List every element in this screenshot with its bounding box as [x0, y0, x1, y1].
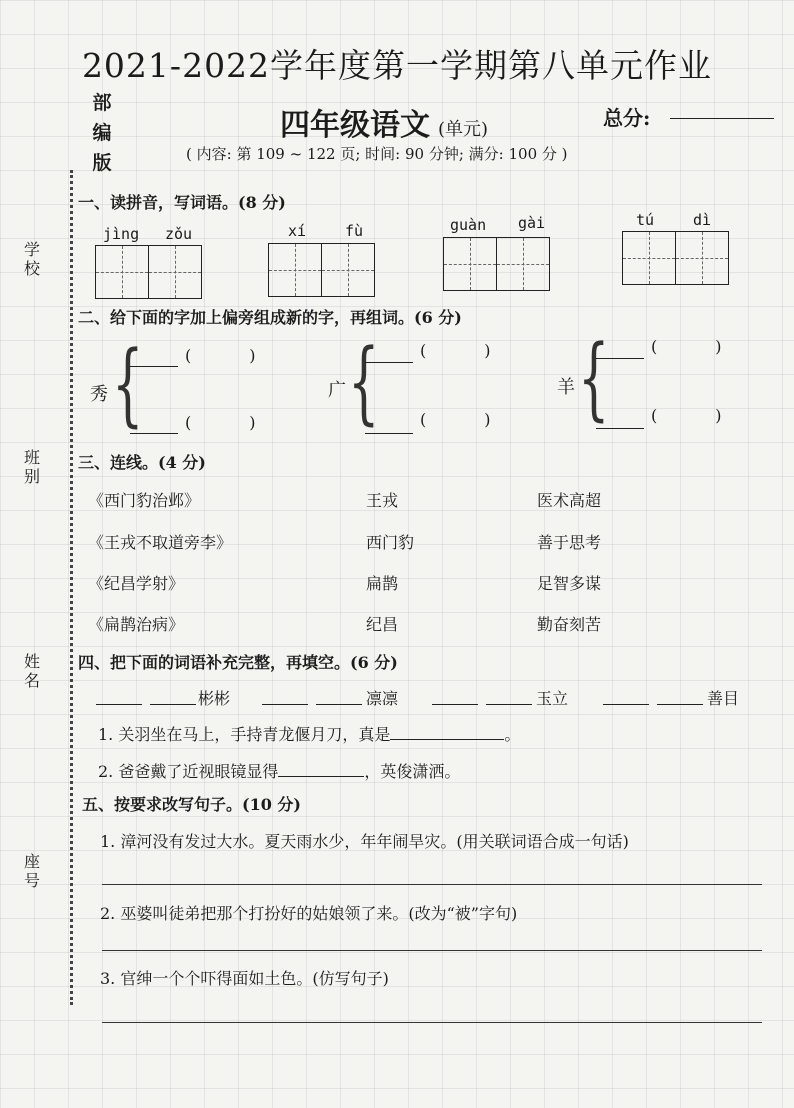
rewrite-question-2: 2. 巫婆叫徒弟把那个打扮好的姑娘领了来。(改为“被”字句): [100, 904, 518, 923]
pinyin-label: xí: [288, 222, 307, 240]
pinyin-label: tú: [636, 211, 655, 229]
match-trait[interactable]: 善于思考: [537, 533, 602, 552]
section2-heading: 二、给下面的字加上偏旁组成新的字，再组词。(6 分): [78, 308, 462, 327]
match-person[interactable]: 王戎: [366, 491, 399, 510]
word-paren[interactable]: ( ): [420, 341, 491, 360]
match-trait[interactable]: 勤奋刻苦: [537, 615, 602, 634]
brace: {: [578, 326, 610, 431]
idiom-blank[interactable]: [432, 704, 478, 705]
subject-note: (单元): [438, 119, 489, 140]
pinyin-label: gài: [518, 214, 546, 232]
subject-name: 四年级语文: [280, 108, 430, 143]
seat-label: 座号: [23, 852, 40, 890]
edition-label: [90, 88, 114, 178]
rewrite-question-1: 1. 漳河没有发过大水。夏天雨水少，年年闹旱灾。(用关联词语合成一句话): [100, 832, 629, 851]
match-trait[interactable]: 足智多谋: [537, 574, 602, 593]
tianzige-box[interactable]: [95, 245, 202, 299]
word-paren[interactable]: ( ): [185, 346, 256, 365]
idiom-blank[interactable]: [486, 704, 532, 705]
pinyin-label: fù: [345, 222, 364, 240]
idiom-blank[interactable]: [262, 704, 308, 705]
section5-heading: 五、按要求改写句子。(10 分): [82, 795, 301, 814]
match-story[interactable]: 《扁鹊治病》: [88, 615, 185, 634]
name-label: 姓名: [23, 652, 40, 690]
brace: {: [112, 332, 144, 437]
answer-line[interactable]: [102, 1022, 762, 1023]
radical-blank[interactable]: [596, 358, 644, 359]
subject-title: [280, 100, 488, 144]
total-score-label: 总分:: [603, 106, 651, 130]
idiom-blank[interactable]: [150, 704, 196, 705]
fill-question-2: 2. 爸爸戴了近视眼镜显得 ，英俊潇洒。: [98, 762, 461, 781]
radical-blank[interactable]: [596, 428, 644, 429]
idiom-blank[interactable]: [603, 704, 649, 705]
edition-char: 版: [92, 152, 112, 174]
word-paren[interactable]: ( ): [651, 406, 722, 425]
tianzige-box[interactable]: [268, 243, 375, 297]
match-story[interactable]: 《西门豹治邺》: [88, 491, 201, 510]
answer-blank[interactable]: [390, 725, 504, 740]
rewrite-question-3: 3. 官绅一个个吓得面如土色。(仿写句子): [100, 969, 389, 988]
pinyin-label: guàn: [450, 216, 487, 234]
fill-question-1: 1. 关羽坐在马上，手持青龙偃月刀，真是 。: [98, 725, 521, 744]
pinyin-label: dì: [693, 211, 712, 229]
pinyin-label: jìng: [103, 225, 140, 243]
base-char: 秀: [90, 384, 108, 405]
idiom-fragment: 玉立: [536, 689, 569, 708]
edition-char: 部: [92, 92, 112, 114]
idiom-fragment: 彬彬: [198, 689, 231, 708]
radical-blank[interactable]: [130, 433, 178, 434]
idiom-blank[interactable]: [657, 704, 703, 705]
radical-blank[interactable]: [130, 366, 178, 367]
match-person[interactable]: 西门豹: [366, 533, 415, 552]
exam-meta: ( 内容: 第 109 ~ 122 页; 时间: 90 分钟; 满分: 100 分 ): [186, 145, 568, 163]
idiom-blank[interactable]: [96, 704, 142, 705]
binding-line: [70, 170, 73, 1005]
match-story[interactable]: 《纪昌学射》: [88, 574, 185, 593]
radical-blank[interactable]: [365, 433, 413, 434]
base-char: 羊: [557, 377, 575, 398]
word-paren[interactable]: ( ): [185, 413, 256, 432]
answer-line[interactable]: [102, 950, 762, 951]
idiom-blank[interactable]: [316, 704, 362, 705]
answer-line[interactable]: [102, 884, 762, 885]
school-label: 学校: [23, 240, 40, 278]
section1-heading: 一、读拼音，写词语。(8 分): [78, 193, 286, 212]
edition-char: 编: [92, 122, 112, 144]
idiom-fragment: 善目: [707, 689, 740, 708]
word-paren[interactable]: ( ): [651, 337, 722, 356]
radical-blank[interactable]: [365, 362, 413, 363]
match-trait[interactable]: 医术高超: [537, 491, 602, 510]
match-person[interactable]: 扁鹊: [366, 574, 399, 593]
total-score-blank[interactable]: [670, 118, 774, 119]
base-char: 广: [328, 380, 346, 401]
pinyin-label: zǒu: [165, 225, 193, 243]
match-story[interactable]: 《王戎不取道旁李》: [88, 533, 233, 552]
page-title: 2021-2022学年度第一学期第八单元作业: [81, 46, 713, 85]
class-label: 班别: [23, 448, 40, 486]
brace: {: [348, 330, 380, 435]
answer-blank[interactable]: [278, 762, 364, 777]
tianzige-box[interactable]: [443, 237, 550, 291]
section4-heading: 四、把下面的词语补充完整，再填空。(6 分): [78, 653, 398, 672]
word-paren[interactable]: ( ): [420, 410, 491, 429]
tianzige-box[interactable]: [622, 231, 729, 285]
section3-heading: 三、连线。(4 分): [78, 453, 206, 472]
idiom-fragment: 凛凛: [366, 689, 399, 708]
match-person[interactable]: 纪昌: [366, 615, 399, 634]
